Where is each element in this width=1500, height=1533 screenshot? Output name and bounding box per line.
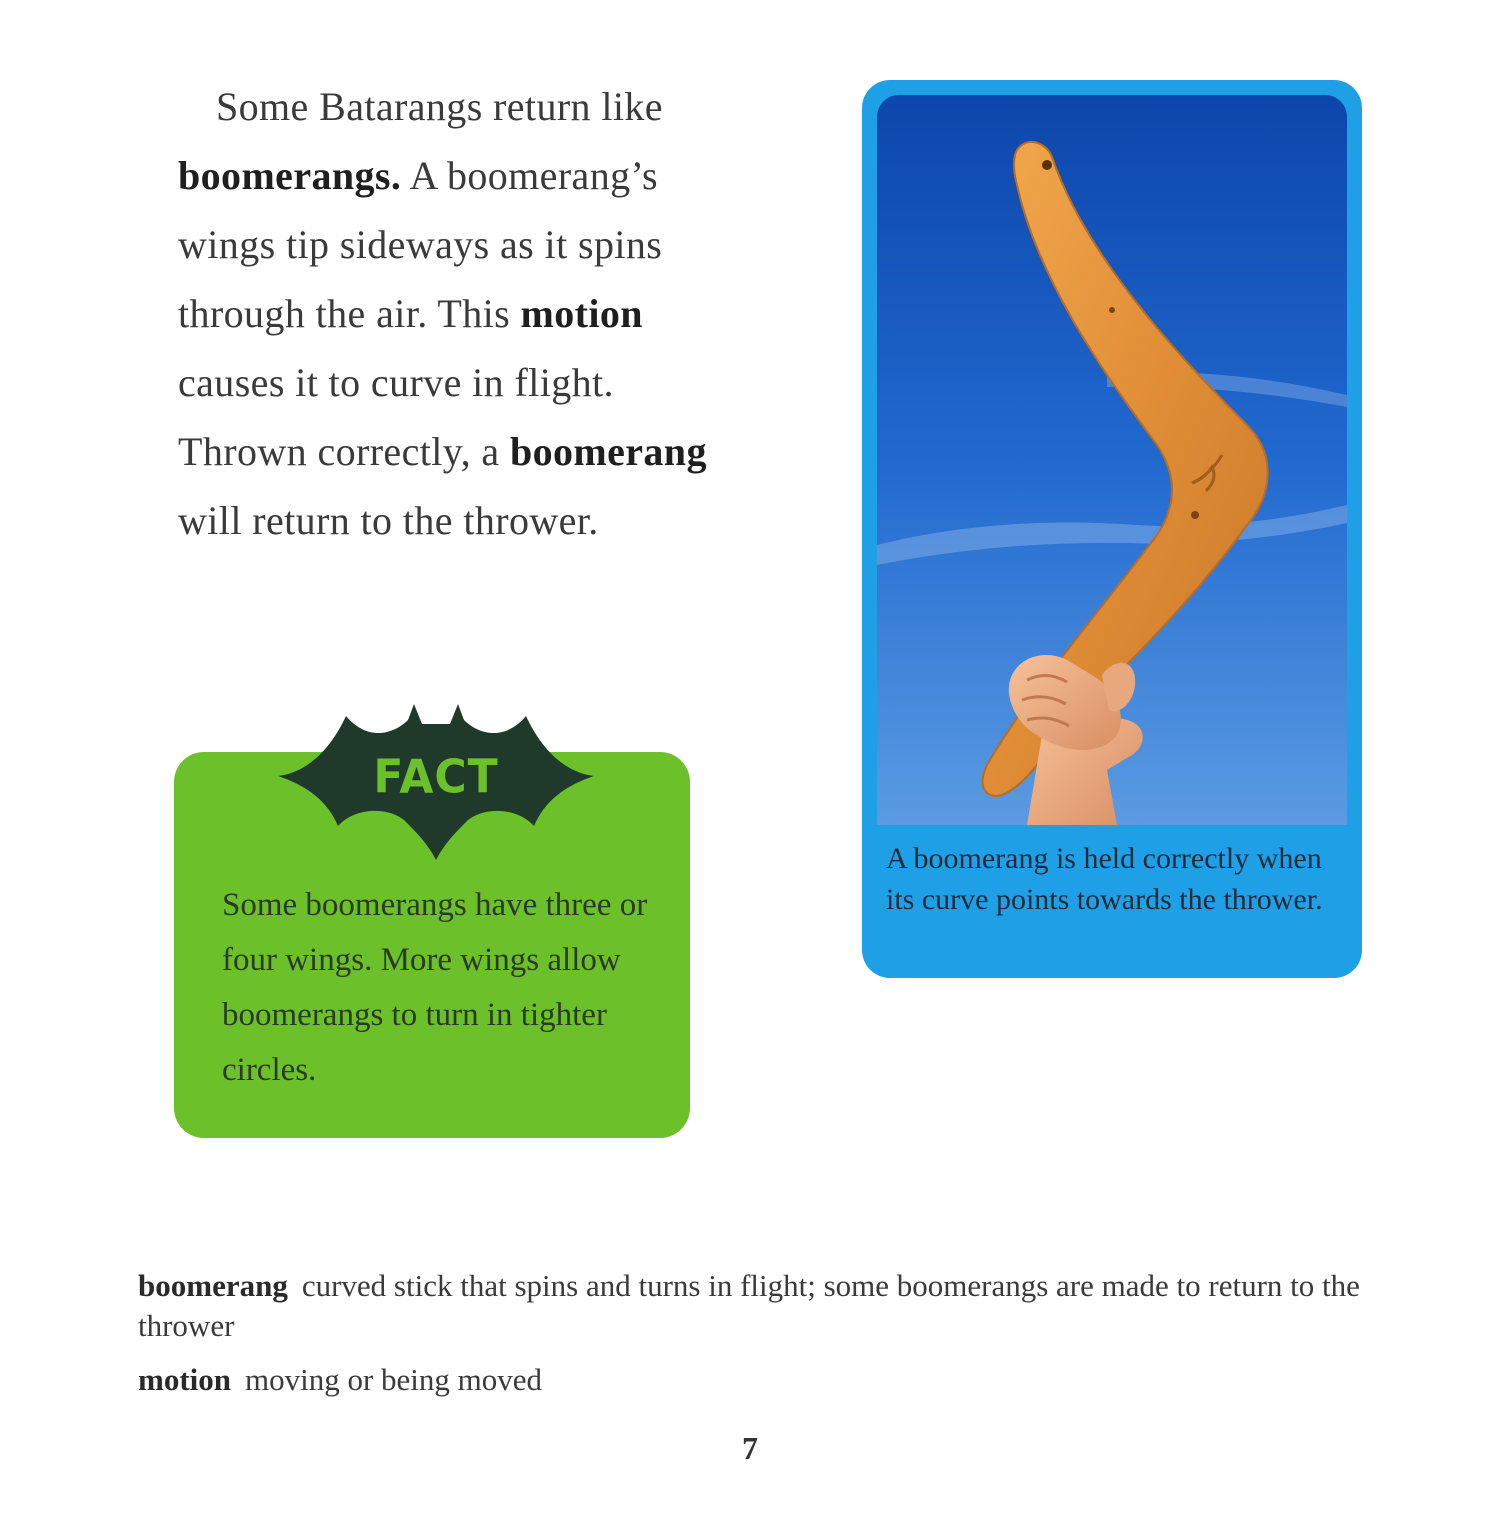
main-text-span: Thrown correctly, a <box>178 429 510 474</box>
main-text-span: A boomerang’s <box>401 153 658 198</box>
fact-label: FACT <box>373 750 499 805</box>
main-text-line <box>178 210 838 279</box>
main-text-line <box>178 417 838 486</box>
glossary-term-highlight: motion <box>520 291 643 336</box>
main-text-line <box>178 72 838 141</box>
glossary-entry <box>138 1360 1368 1400</box>
main-text-line <box>178 486 838 555</box>
boomerang-illustration <box>877 95 1347 825</box>
main-text-line <box>178 279 838 348</box>
glossary-entry <box>138 1266 1368 1346</box>
glossary <box>138 1266 1368 1414</box>
page-number: 7 <box>742 1430 758 1466</box>
wood-knot <box>1109 307 1115 313</box>
wood-knot <box>1191 511 1199 519</box>
glossary-term: motion <box>138 1362 231 1397</box>
main-text-span: wings tip sideways as it spins <box>178 222 663 267</box>
boomerang-photo <box>877 95 1347 825</box>
glossary-term: boomerang <box>138 1268 288 1303</box>
main-text-line <box>178 141 838 210</box>
glossary-term-highlight: boomerangs. <box>178 153 402 198</box>
main-text-span: Some Batarangs return like <box>216 84 663 129</box>
glossary-definition: moving or being moved <box>245 1362 543 1397</box>
main-paragraph <box>178 72 838 555</box>
glossary-term-highlight: boomerang <box>509 429 707 474</box>
main-text-span: causes it to curve in flight. <box>178 360 614 405</box>
main-text-span: through the air. This <box>178 291 521 336</box>
main-text-line <box>178 348 838 417</box>
main-text-span: will return to the thrower. <box>178 498 599 543</box>
fact-text: Some boomerangs have three or four wings. More wings allow boomerangs to turn in tighter circles. <box>222 887 648 1088</box>
photo-caption: A boomerang is held correctly when its curve points towards the thrower. <box>886 842 1323 916</box>
wood-knot <box>1042 160 1052 170</box>
photo-card <box>862 80 1362 978</box>
glossary-definition: curved stick that spins and turns in flight; some boomerangs are made to return to the thrower <box>138 1268 1360 1343</box>
